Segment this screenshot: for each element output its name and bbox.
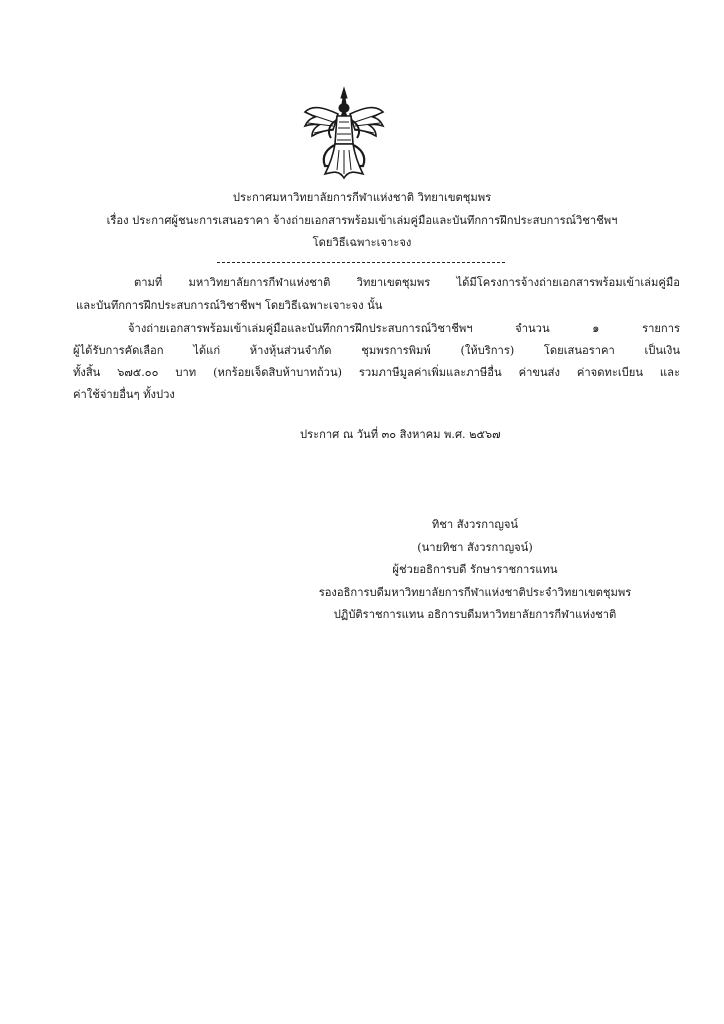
divider (217, 262, 505, 263)
signatory-title-1: ผู้ช่วยอธิการบดี รักษาราชการแทน (392, 563, 558, 576)
announce-date: ประกาศ ณ วันที่ ๓๐ สิงหาคม พ.ศ. ๒๕๖๗ (300, 428, 501, 441)
paragraph-2-line-1: จ้างถ่ายเอกสารพร้อมเข้าเล่มคู่มือและบันทึกการฝึกประสบการณ์วิชาชีพฯ จำนวน ๑ รายการ (128, 322, 680, 335)
paragraph-1-line-2: และบันทึกการฝึกประสบการณ์วิชาชีพฯ โดยวิธีเฉพาะเจาะจง นั้น (76, 299, 383, 312)
paragraph-2-line-4: ค่าใช้จ่ายอื่นๆ ทั้งปวง (73, 388, 175, 401)
garuda-emblem-icon (303, 86, 385, 182)
signature-handwritten: ทิชา สังวรกาญจน์ (431, 518, 519, 531)
paragraph-1-line-1: ตามที่ มหาวิทยาลัยการกีฬาแห่งชาติ วิทยาเขตชุมพร ได้มีโครงการจ้างถ่ายเอกสารพร้อมเข้าเล่มคู่มือ (134, 276, 680, 289)
announcement-subject: เรื่อง ประกาศผู้ชนะการเสนอราคา จ้างถ่ายเอกสารพร้อมเข้าเล่มคู่มือและบันทึกการฝึกประสบการณ์วิชาชีพฯ (106, 214, 618, 227)
signatory-title-2: รองอธิการบดีมหาวิทยาลัยการกีฬาแห่งชาติประจำวิทยาเขตชุมพร (318, 586, 632, 599)
announcement-method: โดยวิธีเฉพาะเจาะจง (312, 236, 412, 249)
paragraph-2-line-2: ผู้ได้รับการคัดเลือก ได้แก่ ห้างหุ้นส่วนจำกัด ชุมพรการพิมพ์ (ให้บริการ) โดยเสนอราคา เป็นเงิน (73, 344, 680, 357)
signatory-title-3: ปฏิบัติราชการแทน อธิการบดีมหาวิทยาลัยการกีฬาแห่งชาติ (333, 608, 617, 621)
announcement-title: ประกาศมหาวิทยาลัยการกีฬาแห่งชาติ วิทยาเขตชุมพร (232, 191, 492, 204)
signatory-name: (นายทิชา สังวรกาญจน์) (417, 541, 533, 554)
paragraph-2-line-3: ทั้งสิ้น ๖๗๕.๐๐ บาท (หกร้อยเจ็ดสิบห้าบาทถ้วน) รวมภาษีมูลค่าเพิ่มและภาษีอื่น ค่าขนส่ง ค่าจดทะเบียน และ (73, 366, 680, 379)
